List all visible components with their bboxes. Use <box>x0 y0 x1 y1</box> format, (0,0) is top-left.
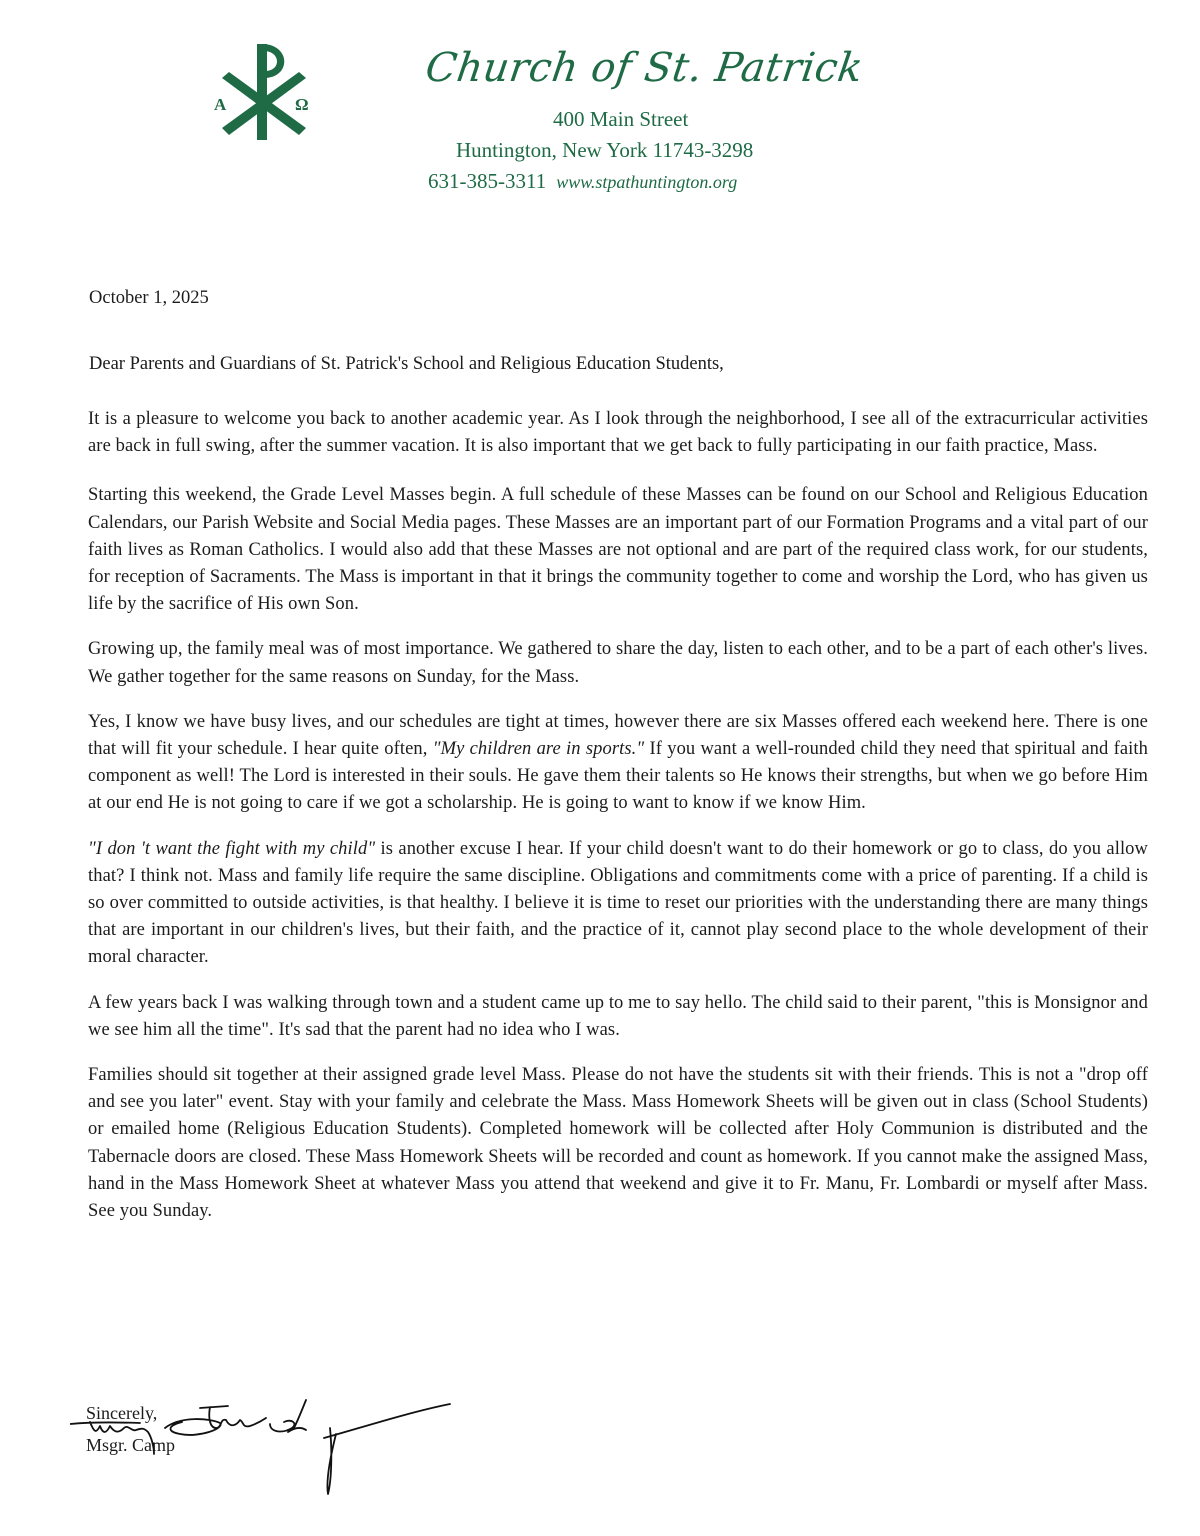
signer-name: Msgr. Camp <box>86 1435 176 1455</box>
contact-line <box>420 166 860 198</box>
paragraph-excuse <box>88 836 1148 972</box>
church-name: Church of St. Patrick <box>422 45 866 91</box>
city-state-zip: Huntington, New York 11743-3298 <box>456 138 754 162</box>
chi-rho-logo-icon <box>212 42 316 142</box>
paragraph-family-meal: Growing up, the family meal was of most importance. We gathered to share the day, listen to each other, and to be a part of each other's lives. We gather together for the same reasons on Sunday, for the Mass. <box>88 639 1148 687</box>
quote-sports: "My children are in sports." <box>432 739 645 760</box>
signature-stroke-camp <box>270 1400 450 1494</box>
paragraph-text: Yes, I know we have busy lives, and our schedules are tight at times, however there are six Masses offered each weekend here. There is one that will fit your schedule. I hear quite often, <box>88 711 1148 760</box>
chi-rho-stem <box>257 44 267 140</box>
paragraph-grade-level-masses: Starting this weekend, the Grade Level Masses begin. A full schedule of these Masses can be found on our School and Religious Education Calendars, our Parish Website and Social Media pages. These Masses are an important part of our Formation Programs and a vital part of our faith lives as Roman Catholics. I would also add that these Masses are not optional and are part of the required class work, for our students, for reception of Sacraments. The Mass is important in that it brings the community together to come and worship the Lord, who has given us life by the sacrifice of His own Son. <box>88 485 1148 615</box>
street-address: 400 Main Street <box>553 107 689 131</box>
paragraph-busy-lives <box>88 709 1148 818</box>
letter-body <box>88 406 1148 1243</box>
paragraph-text: is another excuse I hear. If your child doesn't want to do their homework or go to class, do you allow that? I think not. Mass and family life require the same discipline. Obligations and commitments come with a price of parenting. If a child is so over committed to outside activities, is that healthy. I believe it is time to reset our priorities with the understanding there are many things that are important in our children's lives, but their faith, and the practice of it, cannot play second place to the whole development of their moral character. <box>88 838 1148 968</box>
paragraph-homework-sheets: Families should sit together at their assigned grade level Mass. Please do not have the students sit with their friends. This is not a "drop off and see you later" event. Stay with your family and celebrate the Mass. Mass Homework Sheets will be given out in class (School Students) or emailed home (Religious Education Students). Completed homework will be collected after Holy Communion is distributed and the Tabernacle doors are closed. These Mass Homework Sheets will be recorded and count as homework. If you cannot make the assigned Mass, hand in the Mass Homework Sheet at whatever Mass you attend that weekend and give it to Fr. Manu, Fr. Lombardi or myself after Mass. See you Sunday. <box>88 1065 1148 1222</box>
letterhead <box>420 40 866 198</box>
paragraph-monsignor-story: A few years back I was walking through town and a student came up to me to say hello. The child said to their parent, "this is Monsignor and we see him all the time". It's sad that the parent had no idea who I was. <box>88 992 1148 1040</box>
closing-word: Sincerely, <box>86 1403 158 1423</box>
website-link[interactable]: www.stpathuntington.org <box>556 172 738 192</box>
closing-block <box>86 1402 175 1457</box>
signature-stroke-stephen <box>165 1406 266 1435</box>
quote-fight: "I don 't want the fight with my child" <box>88 838 376 859</box>
phone-number: 631-385-3311 <box>428 169 547 193</box>
paragraph-welcome: It is a pleasure to welcome you back to another academic year. As I look through the neighborhood, I see all of the extracurricular activities are back in full swing, after the summer vacation. It is also important that we get back to fully participating in our faith practice, Mass. <box>88 409 1148 457</box>
salutation: Dear Parents and Guardians of St. Patrick's School and Religious Education Students, <box>89 354 724 374</box>
omega-glyph: Ω <box>295 95 309 114</box>
alpha-glyph: A <box>214 95 227 114</box>
paragraph-text: If you want a well-rounded child they need that spiritual and faith component as well! The Lord is interested in their souls. He gave them their talents so He knows their strengths, but when we go before Him at our end He is not going to care if we got a scholarship. He is going to want to know if we know Him. <box>88 739 1148 814</box>
letter-date: October 1, 2025 <box>89 288 209 308</box>
